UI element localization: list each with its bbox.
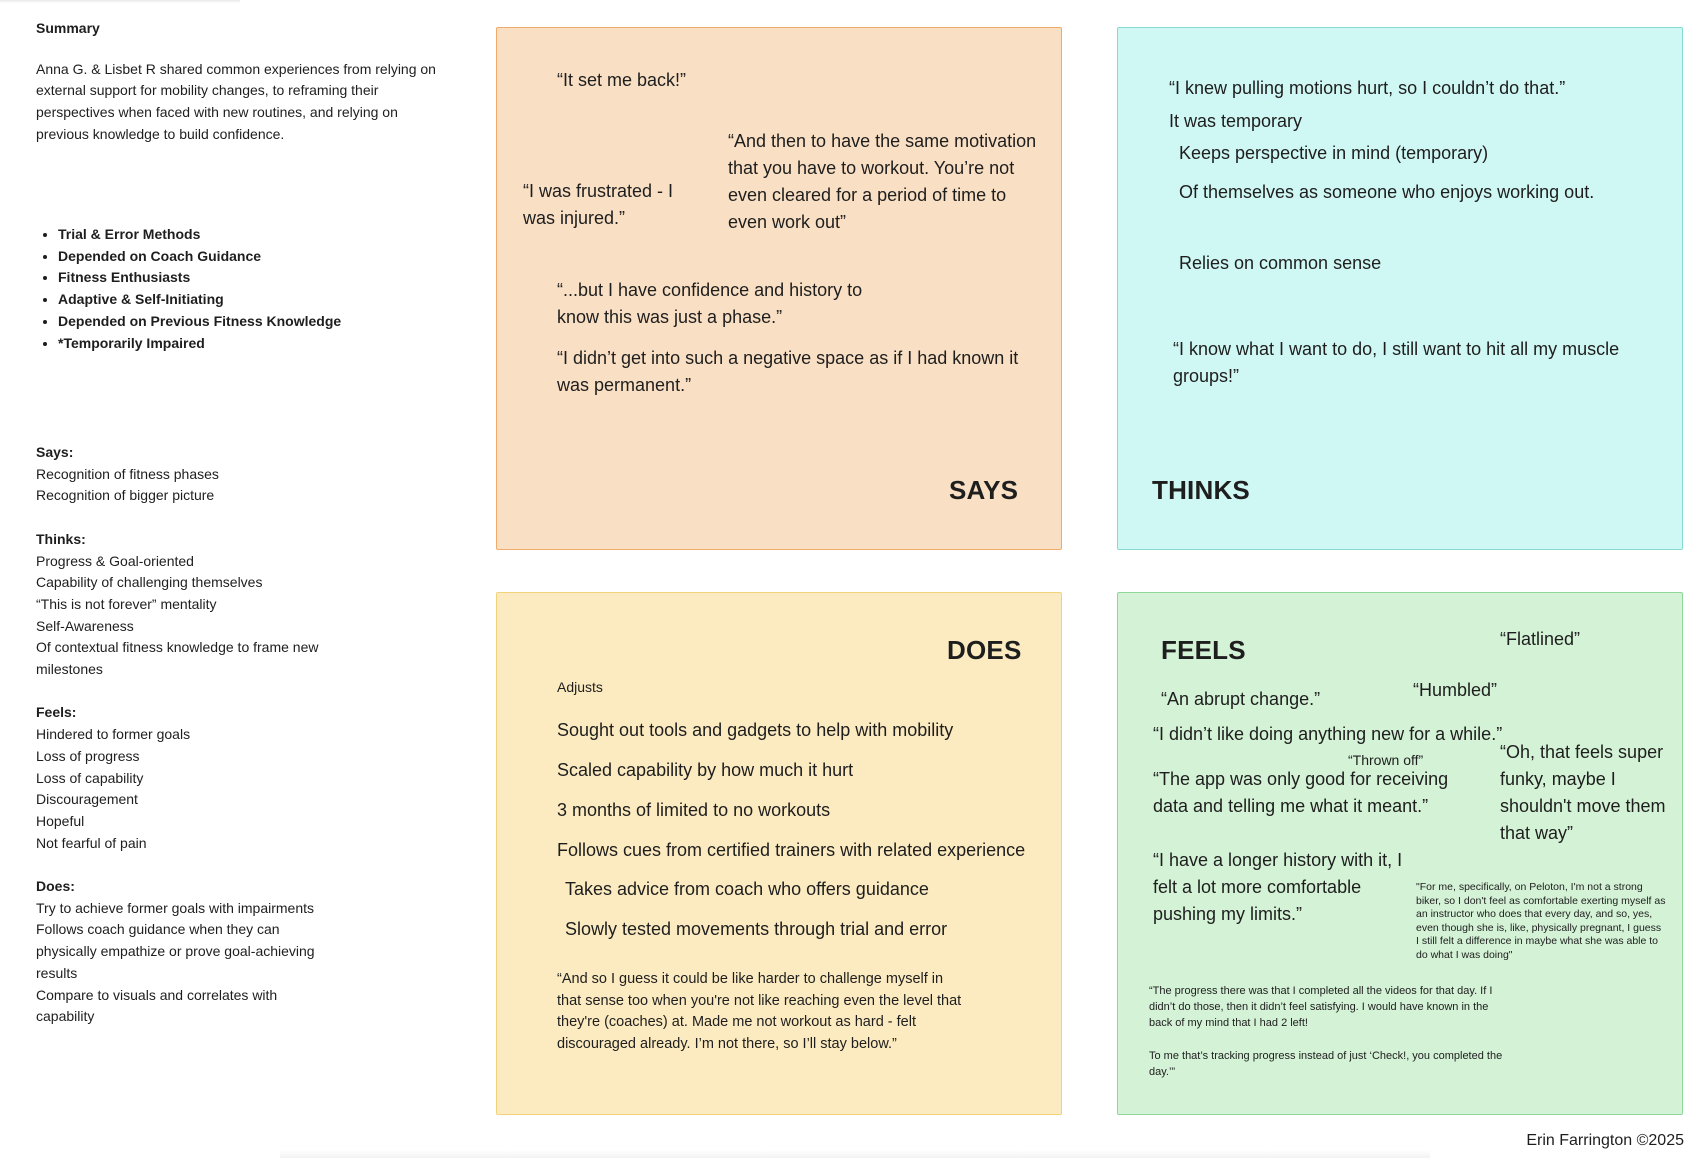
quadrant-summary-groups [36, 442, 326, 1050]
sticky-note: Relies on common sense [1179, 253, 1382, 273]
summary-text: Anna G. & Lisbet R shared common experiences from relying on external support for mobility changes, to reframing their perspectives when faced with new routines, and relying on previous knowledge to build confidence. [36, 60, 436, 142]
summary-title: Summary [36, 20, 100, 36]
sticky-note: “I didn’t like doing anything new for a while.” [1153, 724, 1503, 744]
adjusts-label: Adjusts [557, 679, 603, 695]
key-traits-list [58, 224, 341, 354]
top-edge-shadow [0, 0, 240, 3]
sticky-note: “I know what I want to do, I still want to hit all my muscle groups!” [1173, 339, 1620, 386]
quadrant-heading: THINKS [1152, 475, 1250, 505]
group-title: Does: [36, 878, 75, 895]
group-item: Progress & Goal-oriented [36, 552, 194, 569]
sticky-note: “The app was only good for receiving data and telling me what it meant.” [1153, 769, 1449, 816]
copyright-credit: Erin Farrington ©2025 [1526, 1132, 1684, 1149]
quote-note: “The progress there was that I completed all the videos for that day. If I didn’t do those, then it didn’t feel satisfying. I would have known in the back of my mind that I had 2 left! [1149, 985, 1493, 1029]
sticky-note: “Flatlined” [1500, 629, 1581, 649]
sticky-note: “I didn’t get into such a negative space as if I had known it was permanent.” [557, 348, 1019, 395]
says-summary [36, 442, 326, 507]
group-item: Of contextual fitness knowledge to frame new milestones [36, 639, 319, 678]
sticky-note: “I knew pulling motions hurt, so I couldn’t do that.” [1169, 78, 1566, 98]
sticky-note: “An abrupt change.” [1161, 689, 1321, 709]
quadrant-heading: FEELS [1161, 635, 1246, 665]
sticky-note: “Thrown off” [1348, 752, 1424, 768]
group-item: Self-Awareness [36, 617, 134, 634]
group-item: Capability of challenging themselves [36, 574, 263, 591]
thinks-summary [36, 529, 326, 681]
does-quadrant [496, 592, 1062, 1115]
quadrant-heading: DOES [947, 635, 1022, 665]
sticky-note: Keeps perspective in mind (temporary) [1179, 143, 1489, 163]
sticky-note: It was temporary [1169, 111, 1303, 131]
sticky-note: 3 months of limited to no workouts [557, 800, 831, 820]
feels-quadrant [1117, 592, 1683, 1115]
sticky-note: Of themselves as someone who enjoys working out. [1179, 182, 1595, 202]
group-item: Try to achieve former goals with impairments [36, 899, 315, 916]
feels-summary [36, 702, 326, 854]
trait-item: • Depended on Coach Guidance [58, 246, 341, 268]
sticky-note: Slowly tested movements through trial and error [565, 919, 948, 939]
group-item: Recognition of fitness phases [36, 465, 219, 482]
bottom-edge-shadow [280, 1150, 1430, 1158]
sticky-note: Follows cues from certified trainers with related experience [557, 840, 1026, 860]
sticky-note: “...but I have confidence and history to know this was just a phase.” [557, 280, 863, 327]
sticky-note: “I have a longer history with it, I felt a lot more comfortable pushing my limits.” [1153, 850, 1403, 924]
sticky-note: “Humbled” [1413, 680, 1498, 700]
group-item: Loss of capability [36, 769, 144, 786]
group-title: Feels: [36, 704, 77, 721]
sticky-note: “I was frustrated - I was injured.” [523, 181, 674, 228]
sticky-note: Takes advice from coach who offers guidance [565, 879, 929, 899]
sticky-note: Sought out tools and gadgets to help with mobility [557, 720, 954, 740]
trait-item: • Depended on Previous Fitness Knowledge [58, 311, 341, 333]
quadrant-heading: SAYS [949, 475, 1019, 505]
sticky-note: Scaled capability by how much it hurt [557, 760, 854, 780]
group-item: Compare to visuals and correlates with capability [36, 986, 278, 1025]
group-title: Thinks: [36, 530, 86, 547]
group-item: Hopeful [36, 812, 85, 829]
quote-note: “And so I guess it could be like harder to challenge myself in that sense too when you're not like reaching even the level that they're (coaches) at. Made me not workout as hard - felt discouraged already. I’m not there, so I’ll stay below.” [557, 971, 962, 1053]
group-item: Not fearful of pain [36, 834, 147, 851]
quote-note: To me that’s tracking progress instead of just ‘Check!, you completed the day.’” [1149, 1050, 1503, 1078]
group-item: Follows coach guidance when they can physically empathize or prove goal-achieving results [36, 921, 315, 981]
group-item: Discouragement [36, 791, 138, 808]
quote-note: "For me, specifically, on Peloton, I'm not a strong biker, so I don't feel as comfortable exerting myself as an instructor who does that every day, and so, yes, even though she is, like, physically pregnant, I guess I still felt a difference in maybe what she was able to do what I was doing" [1416, 881, 1666, 961]
does-summary [36, 876, 326, 1028]
sticky-note: “It set me back!” [557, 70, 687, 90]
says-quadrant [496, 27, 1062, 550]
trait-item: • Adaptive & Self-Initiating [58, 289, 341, 311]
trait-item: • Fitness Enthusiasts [58, 267, 341, 289]
trait-item: • Trial & Error Methods [58, 224, 341, 246]
group-item: Recognition of bigger picture [36, 487, 215, 504]
group-title: Says: [36, 444, 74, 460]
thinks-quadrant [1117, 27, 1683, 550]
trait-item: • *Temporarily Impaired [58, 333, 341, 355]
sticky-note: “And then to have the same motivation that you have to workout. You’re not even cleared for a period of time to even work out” [728, 131, 1037, 232]
sticky-note: “Oh, that feels super funky, maybe I shouldn't move them that way” [1500, 742, 1666, 843]
group-item: Loss of progress [36, 747, 140, 764]
group-item: “This is not forever” mentality [36, 595, 217, 612]
group-item: Hindered to former goals [36, 726, 191, 743]
summary-sidebar [36, 18, 446, 1025]
